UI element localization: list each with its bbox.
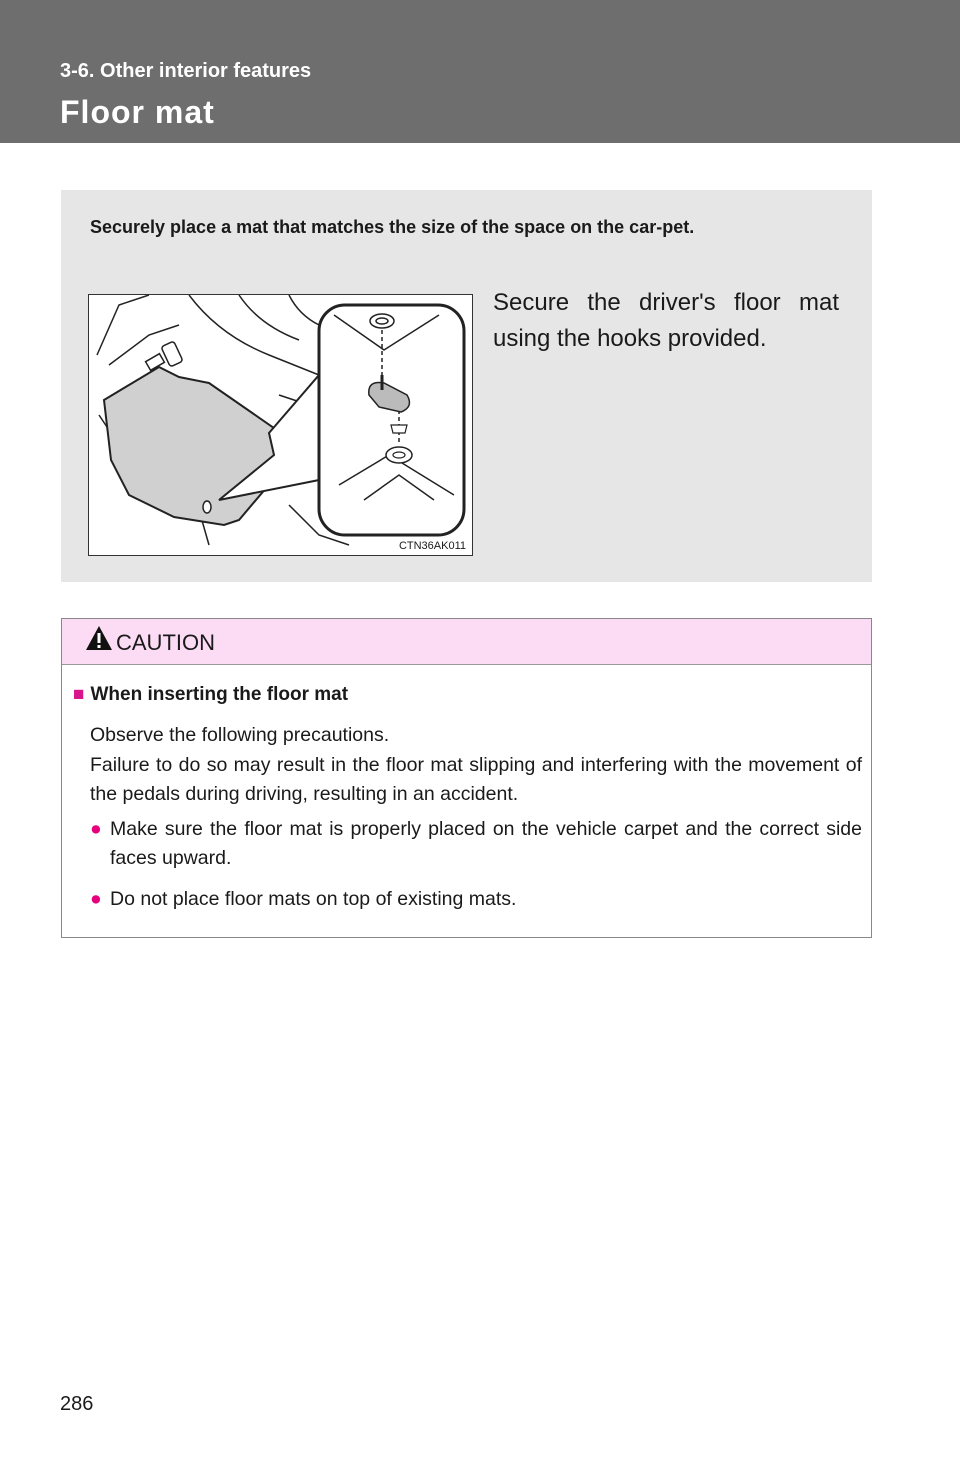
caution-line-2: Failure to do so may result in the floor mat slipping and interfering with the movement of the pedals during driving, resulting in an accident. <box>90 754 862 805</box>
caution-bullet <box>90 885 862 914</box>
warning-icon <box>85 625 113 651</box>
section-label: 3-6. Other interior features <box>60 60 312 82</box>
figure-code: CTN36AK011 <box>398 540 466 552</box>
caution-line-1: Observe the following precautions. <box>90 724 390 746</box>
floor-mat-drawing <box>89 295 472 555</box>
caution-bullet-text: Do not place floor mats on top of existing mats. <box>110 888 517 910</box>
page-title: Floor mat <box>60 94 215 130</box>
circle-bullet-icon: ● <box>90 818 102 840</box>
page-number: 286 <box>60 1393 94 1415</box>
caution-header <box>62 619 871 665</box>
caution-subtitle <box>73 684 348 706</box>
floor-mat-illustration <box>88 294 473 556</box>
intro-lead: Securely place a mat that matches the size of the space on the car-pet. <box>90 217 695 237</box>
caution-box <box>61 618 872 938</box>
square-bullet-icon: ■ <box>73 684 85 705</box>
caution-label: CAUTION <box>116 630 215 655</box>
intro-box <box>61 190 872 582</box>
caution-bullet <box>90 815 862 873</box>
caution-subtitle-text: When inserting the floor mat <box>90 684 349 705</box>
circle-bullet-icon: ● <box>90 888 102 910</box>
chapter-header <box>0 0 960 143</box>
intro-instruction: Secure the driver's floor mat using the hooks provided. <box>493 289 839 352</box>
caution-bullet-text: Make sure the floor mat is properly placed on the vehicle carpet and the correct side faces upward. <box>110 818 862 869</box>
